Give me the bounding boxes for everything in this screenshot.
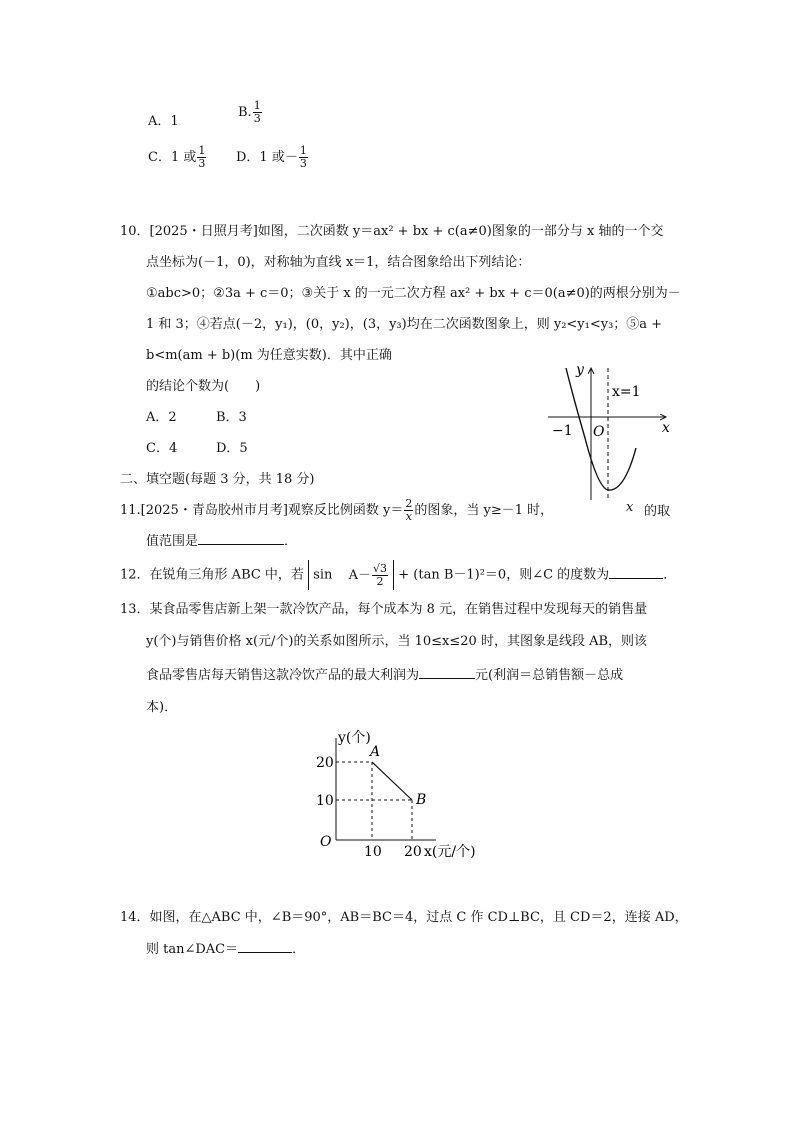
graph-origin: O xyxy=(320,834,332,850)
q11-tail-x: x xyxy=(626,500,634,515)
x-tick-10: 10 xyxy=(364,844,382,860)
q13-line-1: 13．某食品零售店新上架一款冷饮产品，每个成本为 8 元，在销售过程中发现每天的销售量 xyxy=(120,602,648,617)
q12-answer-blank[interactable] xyxy=(609,566,663,579)
q10-line-6: 的结论个数为( ) xyxy=(146,379,261,394)
q14-answer-blank[interactable] xyxy=(238,940,292,953)
graph-x-label: x(元/个) xyxy=(424,844,476,860)
q13-line-graph xyxy=(310,724,492,864)
q11-tail: 的取 xyxy=(644,504,671,519)
q10-option-d: D．5 xyxy=(216,441,248,456)
x-tick-20: 20 xyxy=(404,844,422,860)
graph-origin: O xyxy=(593,424,605,440)
q11-line-2: 值范围是 ． xyxy=(146,534,298,549)
q9-option-b: B. $\frac{1}{3}$ xyxy=(238,99,261,125)
q10-parabola-figure xyxy=(540,360,680,505)
q13-line-2: y(个)与销售价格 x(元/个)的关系如图所示，当 10≤x≤20 时，其图象是线段 AB，则该 xyxy=(146,634,648,649)
q11-answer-blank[interactable] xyxy=(198,532,284,545)
segment-ab xyxy=(372,762,412,800)
q10-line-2: 点坐标为(－1，0)，对称轴为直线 x＝1，结合图象给出下列结论： xyxy=(146,255,531,270)
point-a-label: A xyxy=(370,744,381,760)
y-tick-10: 10 xyxy=(316,793,334,809)
graph-neg-one: −1 xyxy=(552,423,573,439)
graph-symmetry-label: x=1 xyxy=(612,384,641,400)
q10-line-4: 1 和 3；④若点(－2，y₁)，(0，y₂)，(3，y₃)均在二次函数图象上，则 y₂<y₁<y₃；⑤a + xyxy=(146,317,663,332)
q9-option-a: A．1 xyxy=(148,114,179,129)
q13-line-4: 本)． xyxy=(146,700,178,715)
q13-line-3: 食品零售店每天销售这款冷饮产品的最大利润为 元(利润＝总销售额－总成 xyxy=(146,668,624,683)
q14-line-2: 则 tan∠DAC＝ ． xyxy=(146,942,306,957)
q10-line-3: ①abc>0；②3a + c＝0；③关于 x 的一元二次方程 ax² + bx + c＝0(a≠0)的两根分别为－ xyxy=(146,286,681,301)
q10-option-c: C．4 xyxy=(146,441,178,456)
q12-line: 12．在锐角三角形 ABC 中，若 sin A－ $\frac{√3}{2}$ + (tan B－1)²＝0，则∠C 的度数为 ． xyxy=(120,560,676,590)
q13-answer-blank[interactable] xyxy=(419,666,475,679)
q10-line-5: b<m(am + b)(m 为任意实数)．其中正确 xyxy=(146,348,392,363)
q9-option-d: D．1 或－ $\frac{1}{3}$ xyxy=(236,144,307,170)
q10-option-a: A．2 xyxy=(146,410,177,425)
y-tick-20: 20 xyxy=(316,755,334,771)
q14-line-1: 14．如图，在△ABC 中，∠B＝90°，AB＝BC＝4，过点 C 作 CD⊥BC，且 CD＝2，连接 AD， xyxy=(120,910,688,925)
q9-option-c: C．1 或 $\frac{1}{3}$ xyxy=(148,144,206,170)
q10-option-b: B．3 xyxy=(216,410,247,425)
graph-y-label: y xyxy=(576,362,584,378)
point-b-label: B xyxy=(416,792,427,808)
q10-line-1: 10．[2025・日照月考]如图，二次函数 y＝ax² + bx + c(a≠0)图象的一部分与 x 轴的一个交 xyxy=(120,224,664,239)
graph-y-label: y(个) xyxy=(338,730,371,746)
q11-line-1: 11.[2025・青岛胶州市月考]观察反比例函数 y＝ $\frac{2}{x}$ 的图象，当 y≥－1 时， xyxy=(120,497,554,523)
graph-x-label: x xyxy=(662,420,670,436)
section-2-heading: 二、填空题(每题 3 分，共 18 分) xyxy=(120,472,315,487)
